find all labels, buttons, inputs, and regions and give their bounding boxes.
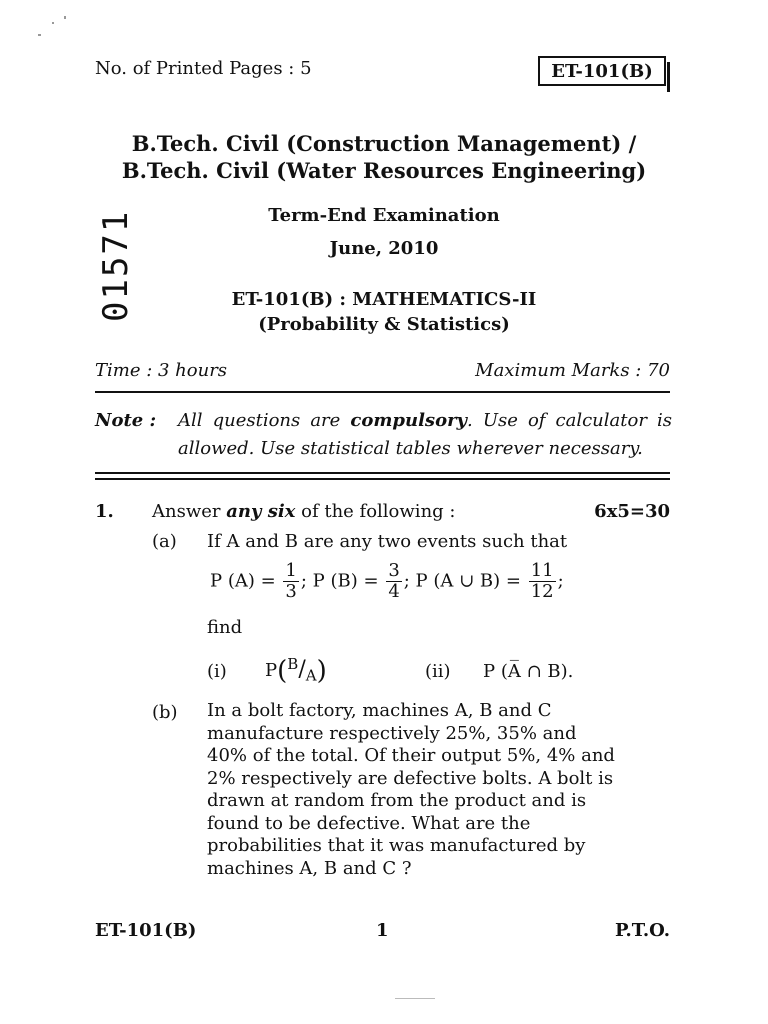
question-stem bbox=[152, 501, 455, 522]
note-text-end: . Use of calculator is allowed. Use statistical tables wherever necessary. bbox=[178, 410, 673, 459]
note-label: Note : bbox=[95, 410, 157, 431]
part-b-label: (b) bbox=[152, 702, 178, 723]
fraction-denominator: 4 bbox=[388, 581, 400, 602]
scan-speck bbox=[64, 16, 66, 19]
stem-emphasis: any six bbox=[226, 501, 296, 522]
programme-line-1: B.Tech. Civil (Construction Management) / bbox=[131, 131, 637, 156]
footer-page-number: 1 bbox=[376, 920, 389, 941]
serial-number: 01571 bbox=[96, 209, 136, 322]
equation-end: ; bbox=[557, 570, 564, 592]
stem-end: of the following : bbox=[295, 501, 456, 522]
scan-speck bbox=[395, 998, 435, 999]
note-text bbox=[178, 407, 672, 463]
conditional-denominator: A bbox=[305, 666, 317, 685]
conditional-numerator: B bbox=[287, 655, 299, 673]
subpart-i-expression bbox=[265, 655, 327, 686]
footer-paper-code: ET-101(B) bbox=[95, 920, 197, 941]
stem-start: Answer bbox=[152, 501, 227, 522]
footer-pto: P.T.O. bbox=[614, 920, 670, 941]
question-number: 1. bbox=[95, 501, 114, 522]
part-a-label: (a) bbox=[152, 531, 177, 552]
fraction-pb bbox=[386, 561, 401, 602]
find-label: find bbox=[207, 617, 243, 638]
subpart-i-label: (i) bbox=[207, 661, 227, 682]
maximum-marks: Maximum Marks : 70 bbox=[475, 360, 670, 381]
programme-line-2: B.Tech. Civil (Water Resources Engineering) bbox=[121, 158, 647, 183]
divider bbox=[95, 391, 670, 393]
part-a-text: If A and B are any two events such that bbox=[207, 531, 568, 552]
open-paren: ( bbox=[277, 656, 288, 686]
exam-title: Term-End Examination bbox=[268, 205, 500, 226]
scan-speck bbox=[38, 34, 41, 36]
part-b-text: In a bolt factory, machines A, B and C manufacture respectively 25%, 35% and 40% of the total. Of their output 5%, 4% and 2% respectively are defective bolts. A bolt is drawn at random from the product and is found to be defective. What are the probabilities that it was manufactured by machines A, B and C ? bbox=[207, 700, 615, 879]
note-emphasis: compulsory bbox=[350, 410, 468, 431]
printed-pages: No. of Printed Pages : 5 bbox=[95, 58, 312, 79]
fraction-denominator: 12 bbox=[530, 581, 554, 602]
slash: / bbox=[298, 657, 306, 682]
double-divider-bottom bbox=[95, 478, 670, 480]
paper-code-box: ET-101(B) bbox=[538, 56, 666, 86]
scan-speck bbox=[52, 22, 54, 24]
fraction-denominator: 3 bbox=[285, 581, 297, 602]
pa-union-b-label: ; P (A ∪ B) = bbox=[403, 570, 521, 592]
subpart-ii-expression: P (A̅ ∩ B). bbox=[483, 661, 574, 682]
question-marks: 6x5=30 bbox=[594, 501, 670, 522]
pb-label: ; P (B) = bbox=[300, 570, 379, 592]
fraction-numerator: 1 bbox=[285, 560, 297, 581]
note-text-start: All questions are bbox=[178, 410, 351, 431]
subpart-ii-label: (ii) bbox=[425, 661, 451, 682]
exam-date: June, 2010 bbox=[329, 238, 439, 259]
double-divider-top bbox=[95, 472, 670, 474]
prob-symbol: P bbox=[265, 660, 278, 681]
probability-equation bbox=[210, 561, 564, 602]
fraction-pa-union-b bbox=[529, 561, 556, 602]
pa-label: P (A) = bbox=[210, 570, 276, 592]
close-paren: ) bbox=[316, 656, 327, 686]
fraction-numerator: 11 bbox=[530, 560, 554, 581]
time-allowed: Time : 3 hours bbox=[95, 360, 228, 381]
fraction-numerator: 3 bbox=[388, 560, 400, 581]
course-title: ET-101(B) : MATHEMATICS-II bbox=[231, 289, 537, 310]
fraction-pa bbox=[283, 561, 298, 602]
subject-title: (Probability & Statistics) bbox=[258, 314, 510, 335]
